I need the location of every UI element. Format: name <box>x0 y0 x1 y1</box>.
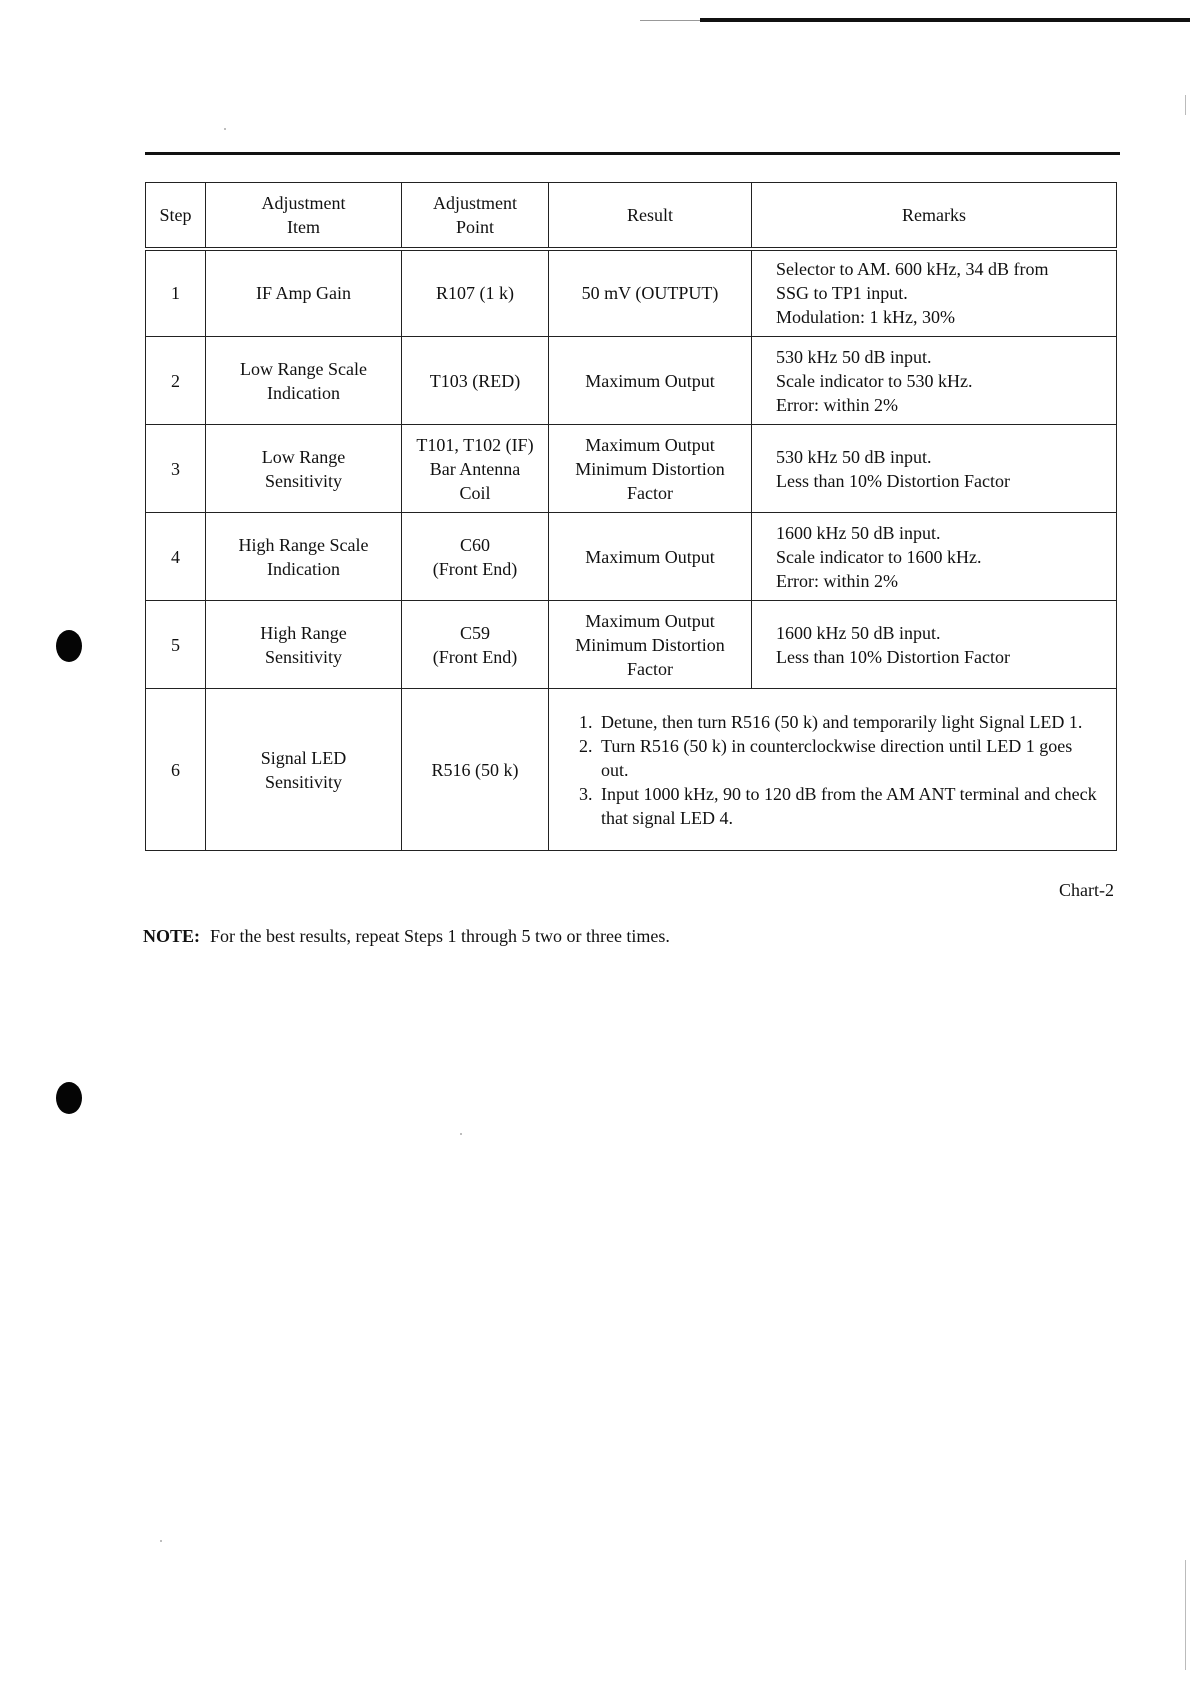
note <box>143 926 670 947</box>
cell-item: Low Range Sensitivity <box>206 425 402 513</box>
procedure-step: 2. Turn R516 (50 k) in counterclockwise direction until LED 1 goes out. <box>597 734 1100 782</box>
table-header-row <box>146 183 1117 249</box>
cell-step: 3 <box>146 425 206 513</box>
punch-hole <box>56 1082 82 1114</box>
edge-mark <box>1185 1560 1186 1670</box>
cell-remarks: 530 kHz 50 dB input. Less than 10% Distortion Factor <box>752 425 1117 513</box>
cell-item: Signal LED Sensitivity <box>206 689 402 851</box>
header-step: Step <box>146 183 206 249</box>
speck <box>460 1133 462 1135</box>
procedure-step: 3. Input 1000 kHz, 90 to 120 dB from the AM ANT terminal and check that signal LED 4. <box>597 782 1100 830</box>
cell-point: T101, T102 (IF) Bar Antenna Coil <box>402 425 549 513</box>
cell-step: 2 <box>146 337 206 425</box>
procedure-step: 1. Detune, then turn R516 (50 k) and temporarily light Signal LED 1. <box>597 710 1100 734</box>
header-remarks: Remarks <box>752 183 1117 249</box>
header-result: Result <box>549 183 752 249</box>
cell-point: C60 (Front End) <box>402 513 549 601</box>
cell-point: C59 (Front End) <box>402 601 549 689</box>
cell-result: 50 mV (OUTPUT) <box>549 249 752 337</box>
header-rule <box>145 152 1120 155</box>
cell-result: Maximum Output <box>549 337 752 425</box>
table-row-6 <box>146 689 1117 851</box>
edge-mark <box>1185 95 1186 115</box>
table-row-4 <box>146 513 1117 601</box>
cell-remarks: 1600 kHz 50 dB input. Less than 10% Distortion Factor <box>752 601 1117 689</box>
adjustment-table <box>145 182 1117 851</box>
procedure-list <box>555 710 1110 830</box>
cell-point: R516 (50 k) <box>402 689 549 851</box>
cell-item: Low Range Scale Indication <box>206 337 402 425</box>
speck <box>224 128 226 130</box>
note-text: For the best results, repeat Steps 1 through 5 two or three times. <box>210 926 670 946</box>
cell-step: 5 <box>146 601 206 689</box>
cell-step: 6 <box>146 689 206 851</box>
cell-point: R107 (1 k) <box>402 249 549 337</box>
cell-step: 4 <box>146 513 206 601</box>
table-row-2 <box>146 337 1117 425</box>
header-adjustment-item: Adjustment Item <box>206 183 402 249</box>
header-adjustment-point: Adjustment Point <box>402 183 549 249</box>
cell-result: Maximum Output <box>549 513 752 601</box>
top-rule <box>700 18 1190 22</box>
cell-result: Maximum Output Minimum Distortion Factor <box>549 601 752 689</box>
table-row-1 <box>146 249 1117 337</box>
cell-point: T103 (RED) <box>402 337 549 425</box>
cell-item: High Range Sensitivity <box>206 601 402 689</box>
cell-item: IF Amp Gain <box>206 249 402 337</box>
cell-result: Maximum Output Minimum Distortion Factor <box>549 425 752 513</box>
chart-label: Chart-2 <box>1059 880 1114 900</box>
cell-remarks: Selector to AM. 600 kHz, 34 dB from SSG to TP1 input. Modulation: 1 kHz, 30% <box>752 249 1117 337</box>
table-row-3 <box>146 425 1117 513</box>
table-row-5 <box>146 601 1117 689</box>
cell-procedure <box>549 689 1117 851</box>
cell-remarks: 1600 kHz 50 dB input. Scale indicator to 1600 kHz. Error: within 2% <box>752 513 1117 601</box>
note-label: NOTE: <box>143 926 201 946</box>
cell-remarks: 530 kHz 50 dB input. Scale indicator to 530 kHz. Error: within 2% <box>752 337 1117 425</box>
top-rule-fade <box>640 20 700 21</box>
cell-step: 1 <box>146 249 206 337</box>
cell-item: High Range Scale Indication <box>206 513 402 601</box>
punch-hole <box>56 630 82 662</box>
speck <box>160 1540 162 1542</box>
